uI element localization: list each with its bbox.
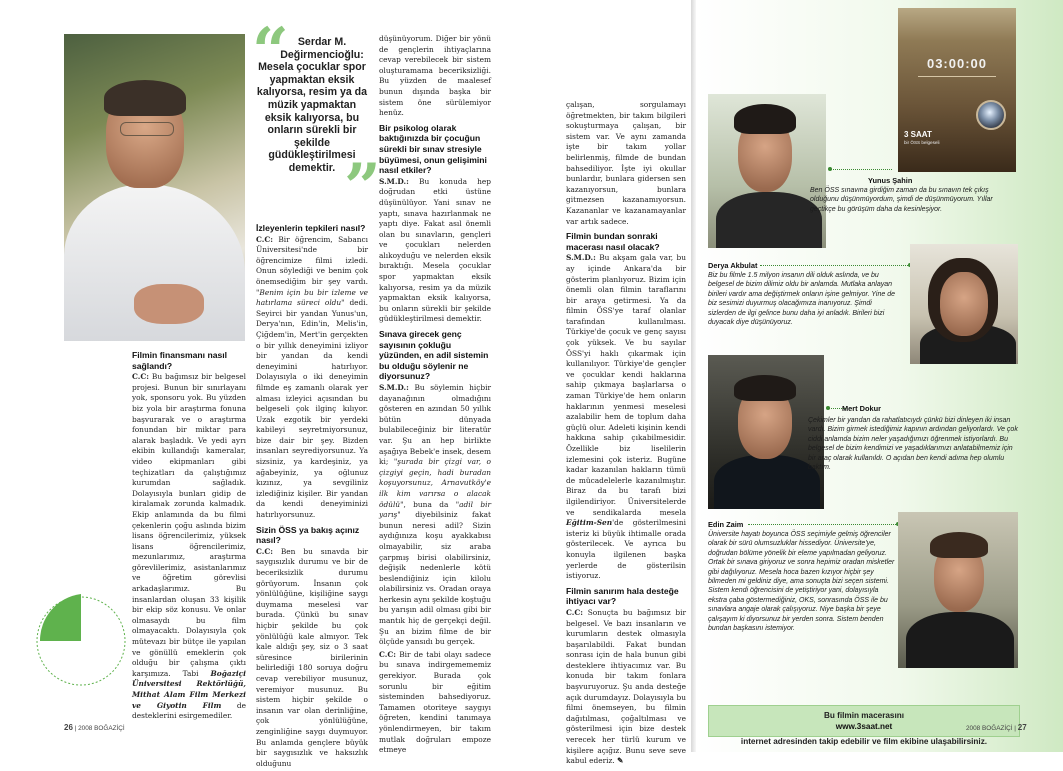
answer-paragraph: çalışan, sorgulamayı öğretmekten, bir takım bilgileri sokuşturmaya çalışan, bir sistem var. Ve aynı zamanda işte bir takım yollar belirlenmiş, filmde de bundan bahsediliyor. İşte iyi okullar bunlardır, bunlara gidersen sen kazanıyorsun, bunlara gitmezsen kazanamıyorsun. Kazananlar ve kazanamayanlar var artık sadece. (566, 100, 686, 226)
answer-paragraph: C.C: Sonuçta bu bağımsız bir belgesel. Ve bazı insanların ve kurumların destek olmasıyla başarılabildi. Fakat bundan sonrası için de hala bunun gibi desteklere ihtiyacımız var. Bu konuda bir takım fonlara başvuruyoruz. Şu anda desteğe açık durumdayız. Dolayısıyla bu filmi önemseyen, bu filmin dağıtılması, çoğaltılması ve gösterilmesi için bize destek verecek her türlü kurum ve kişilere açığız. Bunu seve seve kabul ederiz. ✎ (566, 607, 686, 766)
derya-photo (910, 244, 1018, 364)
promo-text: Bu filmin macerasını www.3saat.net internet adresinden takip edebilir ve film ekibine ulaşabilirsiniz. (740, 711, 988, 746)
left-folio: 26 | 2008 BOĞAZİÇİ (64, 723, 125, 732)
article-column-2 (256, 223, 368, 771)
film-poster (898, 8, 1016, 172)
green-quarter-circle-graphic (34, 588, 128, 694)
bio-text-edin: Üniversite hayatı boyunca ÖSS seçimiyle gelmiş öğrenciler olarak bir sürü olumsuzluklar hissediyor. Üniversite'ye, doğrudan bölüme yönelik bir eleme yapılmadan geliyoruz. Ortak bir sınava giriyoruz ve sonra hepimiz oradan misketler gibi dağılıyoruz. Mesela hoca bazen kızıyor hiçbir şey bilmeden mi geldiniz diye, ama sonuçta bizi seçen sistemi. Sistem kendi öğrencisini de yetiştiriyor yani, dolayısıyla ekstra çaba göstermediğiniz, OKS, sonrasında ÖSS ile bu sınavlara angaje olarak çalışıyoruz. Niye başka bir şeye çalışayım ki diyorsunuz bir yerden sonra. Sistem benden bundan başkasını istemiyor. (708, 531, 895, 633)
answer-paragraph: C.C: Bu bağımsız bir belgesel projesi. Bunun bir sınırlayanı yok, sponsoru yok. Bu yüzden biz yola bir araştırma fonuna başvurarak ve o araştırma fonundan bir miktar para alarak başladık. Ve yedi ayrı ekibin kullandığı kameralar, video ekipmanları gibi teçhizatları da çalıştığımız kurumdan sağladık. Dolayısıyla bunları gidip de kiralamak zorunda kalmadık. Ekip anlamında da bu filmi çekenlerin çoğu aslında bizim lisans öğrencilerimiz, yüksek lisans öğrencilerimiz, mezunlarımız, araştırma görevlilerimiz, asistanlarımız ve öğretim görevlisi arkadaşlarımız. Bu insanlardan oluşan 33 kişilik bir ekip söz konusu. Ve onlar olmasaydı bu film olmayacaktı. Dolayısıyla çok mütevazı bir bütçe ile yapılan ve gönüllü emeklerin çok olduğu bir çalışma çıktı karşımıza. Tabi Boğaziçi Üniversitesi Rektörlüğü, Mithat Alam Film Merkezi ve Giyotin Film de desteklerini esirgemediler. (132, 372, 246, 721)
article-column-1 (132, 350, 246, 724)
right-folio: 2008 BOĞAZİÇİ | 27 (966, 723, 1027, 732)
bio-text-yunus: Ben ÖSS sınavına girdiğim zaman da bu sınavın tek çıkış olduğunu düşünmüyordum, şimdi de düşünmüyorum. Yıllar geçtikçe bu görüşüm daha da kesinleşiyor. (810, 187, 993, 213)
website-link[interactable]: www.3saat.net (835, 722, 893, 731)
connector-line (748, 524, 898, 525)
question-heading: Filmin finansmanı nasıl sağlandı? (132, 350, 228, 371)
question-heading: Filmin sanırım hala desteğe ihtiyacı var? (566, 585, 679, 607)
website-promo-box (708, 705, 1020, 746)
pull-quote (252, 14, 381, 225)
answer-paragraph: S.M.D.: Bu akşam gala var, bu ay içinde Ankara'da bir gösterim planlıyoruz. Bizim için önemli olan filmin taraflarını bir araya getirmesi. Ya da filmin ÖSS'ye taraf olanlar tarafından kullanılması. Türkiye'de çocuk ve genç sayısı çok yüksek. Ve bu sayılar ÖSS'yi haklı çıkarmak için kullanılıyor. Türkiye'de gençler ve çocuklar kendi haklarına sahip çıkmaya başlarlarsa o zaman Türkiye'de hem onların haklarının yenmesi meselesi azalabilir hem de toplum daha güçlü olur. Adeleti kişinin kendi hakkına sahip çıkabilmesidir. Özellikle biz liselilerin izlemesini çok isteriz. Bugüne kadar kazanılan hakların tümü de mücadelelerle kazanılmıştır. Biraz da bu tarafı bizi ilgilendiriyor. Üniversitelerde ve sendikalarda mesela Eğitim-Sen'de gösterilmesini isteriz ki büyük ihtimalle orada gösterilecek. Ve ayrıca bu konuyla ilgilenen başka yerlerde de gösterilsin istiyoruz. (566, 253, 686, 581)
pull-quote-text: Mesela çocuklar spor yapmaktan eksik kalıyorsa, resim ya da müzik yapmaktan eksik kalıyorsa, bu onların sürekli bir şekilde güdükleştirilmesi demektir. (256, 61, 368, 174)
serdar-photo (64, 34, 245, 341)
question-heading: İzleyenlerin tepkileri nasıl? (256, 223, 366, 233)
answer-paragraph: C.C: Bir öğrencim, Sabancı Üniversitesi'nde bir öğrencimize filmi izledi. Onun söylediği ve benim çok önemsediğim bir şey vardı. "Benim için bu bir izleme ve hatırlama süreci oldu" dedi. Seyirci bir yandan Yunus'un, Derya'nın, Edin'in, Melis'in, Çiğdem'in, Mert'in gerçekten o bir yıllık deneyimini izliyor bir yandan da kendi deneyimini hatırlıyor. Dolayısıyla o iki deneyimin filmde eş zamanlı olarak yer alması izleyici açısından bu belgeseli çok ilginç kılıyor. Uzak ezgotik bir yerdeki kabileyi seyretmiyorsunuz, bize dair bir şey. Bizden insanları seyrediyorsunuz. Ya sizsiniz, ya kardeşiniz, ya ağabeyiniz, ya oğlunuz kızınız, ya sevgiliniz izlediğiniz kişiler. Bir yandan da kendi deneyiminizi hatırlıyorsunuz. (256, 234, 368, 520)
poster-title: 3 SAAT (904, 130, 932, 139)
article-column-4 (566, 100, 686, 769)
article-column-3 (379, 34, 491, 758)
answer-paragraph: C.C: Bir de tabi olayı sadece bu sınava indirgemememiz gerekiyor. Burada çok sorunlu bir eğitim sisteminden bahsediyoruz. Tamamen otoriteye saygıyı öğreten, kendini tanımaya yönlendirmeyen, bir takım mutlak doğruları empoze etmeye (379, 649, 491, 755)
bio-name-edin: Edin Zaim (708, 520, 744, 529)
poster-subtitle: bir ÖSS belgeseli (904, 140, 940, 145)
edin-photo (898, 512, 1018, 668)
question-heading: Filmin bundan sonraki macerası nasıl olacak? (566, 231, 660, 252)
mert-photo (708, 355, 824, 509)
padlock-icon (976, 100, 1006, 130)
close-quote-mark: ” (344, 150, 381, 225)
answer-paragraph: C.C: Ben bu sınavda bir saygısızlık durumu ve bir de beceriksizlik durumu görüyorum. İnsanın çok yönlülüğüne, kişiliğine saygı duymama meselesi var burada. Çünkü bu sınav hiçbir şekilde bu çok yönlülüğü kale almıyor. Tek kale aldığı şey, siz o 3 saat süresince birilerinin belirlediği 180 soruya doğru cevap verebiliyor musunuz, veremiyor musunuz. Bu sistem hiçbir şekilde o insanın var olan derinliğine, çok yönlülüğüne, zenginliğine saygı duymuyor. Bu anlamda gençlere büyük bir saygısızlık ve haksızlık olduğunu (256, 546, 368, 768)
question-heading: Bir psikolog olarak baktığınızda bir çocuğun sürekli bir sınav stresiyle büyümesi, onun gelişimini nasıl etkiler? (379, 122, 487, 176)
bio-name-mert: Mert Dokur (842, 404, 882, 413)
connector-line (830, 169, 892, 170)
question-heading: Sınava girecek genç sayısının çokluğu yüzünden, en adil sistemin bu olduğu söylenir ne diyorsunuz? (379, 329, 489, 382)
bio-text-mert: Çekimler bir yandan da rahatlatıcıydı çünkü bizi dinleyen iki insan vardı. Bizim girmek istediğimiz kapının ardından geliyorlardı. Ve çok ciddi anlamda bizim neler yaşadığımızı öğrenmek istiyorlardı. Bu belgesel de bizim kendimizi ve yaşadıklarımızı anlatabilmemiz için bir araç olarak kullanıldı. O açıdan ben kendi adıma hep olumlu baktım. (808, 417, 1018, 472)
question-heading: Sizin ÖSS ya bakış açınız nasıl? (256, 524, 360, 546)
pull-quote-speaker: Serdar M. Değirmencioğlu: (280, 36, 364, 61)
bio-text-derya: Biz bu filmle 1.5 milyon insanın dili olduk aslında, ve bu belgesel de bizim dilimiz oldu bir anlamda. Mutlaka anlayan birileri vardır ama değiştirmek onların işine gelmiyor. Yine de biz sesimizi duyurmuş olacağımıza inanıyoruz. Şimdi sizlerden de ilgi gelince bunu daha iyi anladık. Birileri bizi duyacak diye düşünüyoruz. (708, 272, 896, 327)
poster-time: 03:00:00 (926, 56, 988, 71)
end-mark-icon: ✎ (617, 756, 624, 766)
yunus-photo (708, 94, 826, 248)
bio-name-yunus: Yunus Şahin (868, 176, 913, 185)
answer-paragraph: S.M.D.: Bu konuda hep doğrudan etki üstüne düşünülüyor. Yani sınav ne yaptı, sınava hazırlanmak ne yaptı diye. Fakat asıl önemli olan bu sınavların, gençleri ve çocukları nelerden alıkoyduğu ve nelerden eksik bıraktığı. Mesela çocuklar spor yapmaktan eksik kalıyorsa, resim ya da müzik yapmaktan eksik kalıyorsa, bu onların sürekli bir şekilde güdükleştirilmesi demektir. (379, 176, 491, 324)
answer-paragraph: düşünüyorum. Diğer bir yönü de gençlerin ihtiyaçlarına cevap verebilecek bir sistem oluşturamama beceriksizliği. Bu yüzden de maalesef bunun dışında başka bir sistem öne sürülemiyor henüz. (379, 34, 491, 118)
open-quote-mark: “ (252, 14, 289, 89)
connector-line (760, 265, 910, 266)
bio-name-derya: Derya Akbulat (708, 261, 758, 270)
answer-paragraph: S.M.D.: Bu söylemin hiçbir dayanağının olmadığını gösteren en azından 50 yıllık bütün dünyada bulabileceğiniz bir literatür var. Şu an hep birlikte aşağıya Bebek'e insek, desem ki; "şurada bir çizgi var, o çizgiyi geçin, hadi buradan koşuyorsunuz, Arnavutköy'e ilk kim varırsa o alacak ödülü", buna da "adil bir yarış" diyebilsiniz fakat bunun neresi adil? Sizin aydığınıza koşu ayakkabısı olmayabilir, siz araba çarpmış birisi olabilirsiniz, değişik nedenlerle kötü beslendiğiniz için kilolu olabilirsiniz vs. Oradan oraya herkesin aynı şekilde koştuğu bu yarışın adil olması gibi bir mantık hiç de gerçekçi değil. Şu an bizim filme de bir ölçüde yansıdı bu gerçek. (379, 383, 491, 647)
